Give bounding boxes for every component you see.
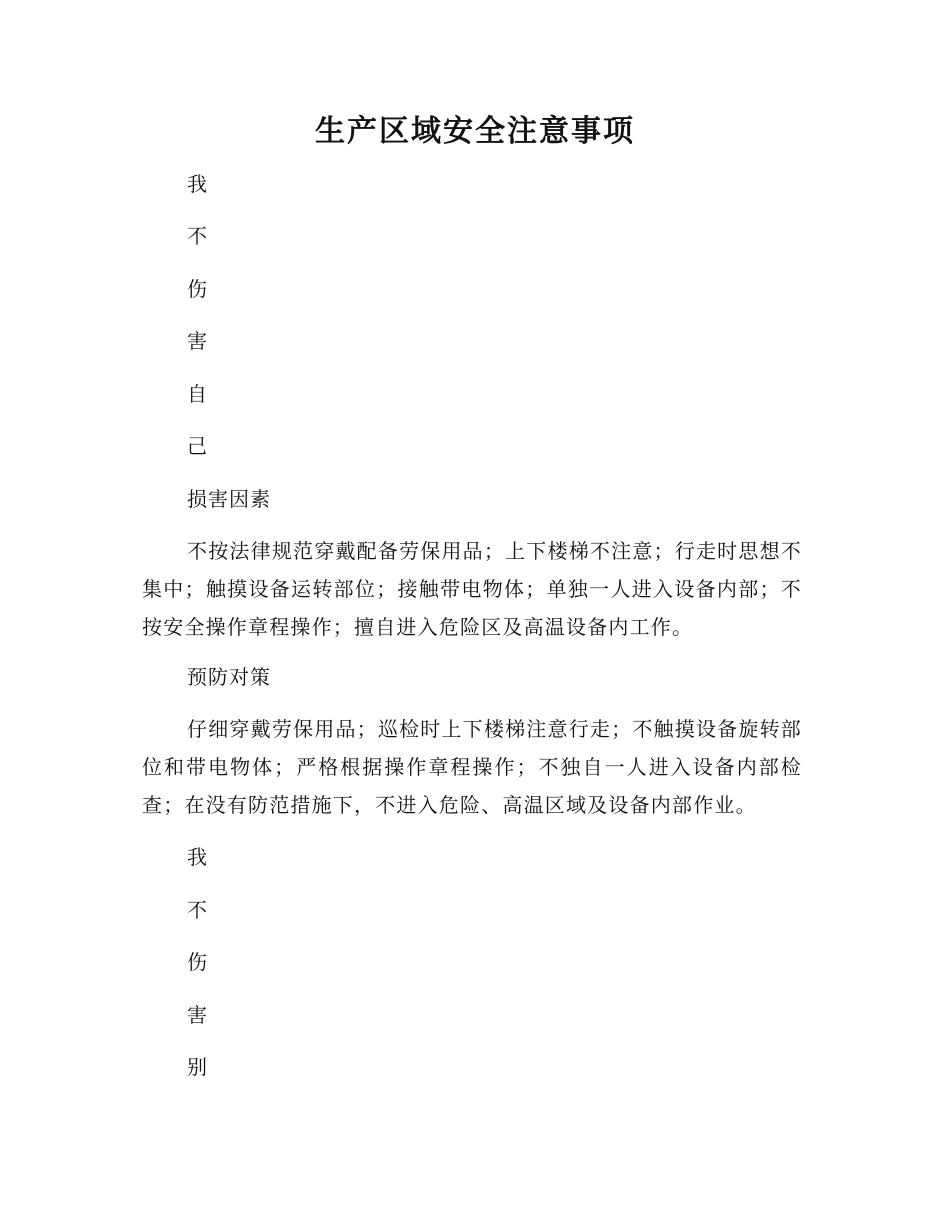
measure-paragraph: 仔细穿戴劳保用品；巡检时上下楼梯注意行走；不触摸设备旋转部位和带电物体；严格根据操作章程操作；不独自一人进入设备内部检查；在没有防范措施下，不进入危险、高温区域及设备内部作业。 — [142, 717, 802, 817]
section2-char-3: 伤 — [187, 950, 207, 974]
section2-char-4: 害 — [187, 1003, 207, 1027]
section1-char-6: 己 — [187, 434, 207, 458]
section1-char-5: 自 — [187, 382, 207, 406]
section1-char-2: 不 — [187, 224, 207, 248]
section2-char-1: 我 — [187, 845, 207, 869]
section2-char-5: 别 — [187, 1055, 207, 1079]
section1-char-3: 伤 — [187, 277, 207, 301]
hazard-heading: 损害因素 — [187, 487, 271, 511]
document-title: 生产区域安全注意事项 — [315, 114, 635, 149]
measure-heading: 预防对策 — [187, 665, 271, 689]
section1-char-4: 害 — [187, 329, 207, 353]
hazard-paragraph: 不按法律规范穿戴配备劳保用品；上下楼梯不注意；行走时思想不集中；触摸设备运转部位；接触带电物体；单独一人进入设备内部；不按安全操作章程操作；擅自进入危险区及高温设备内工作。 — [142, 539, 802, 639]
section2-char-2: 不 — [187, 898, 207, 922]
section1-char-1: 我 — [187, 172, 207, 196]
